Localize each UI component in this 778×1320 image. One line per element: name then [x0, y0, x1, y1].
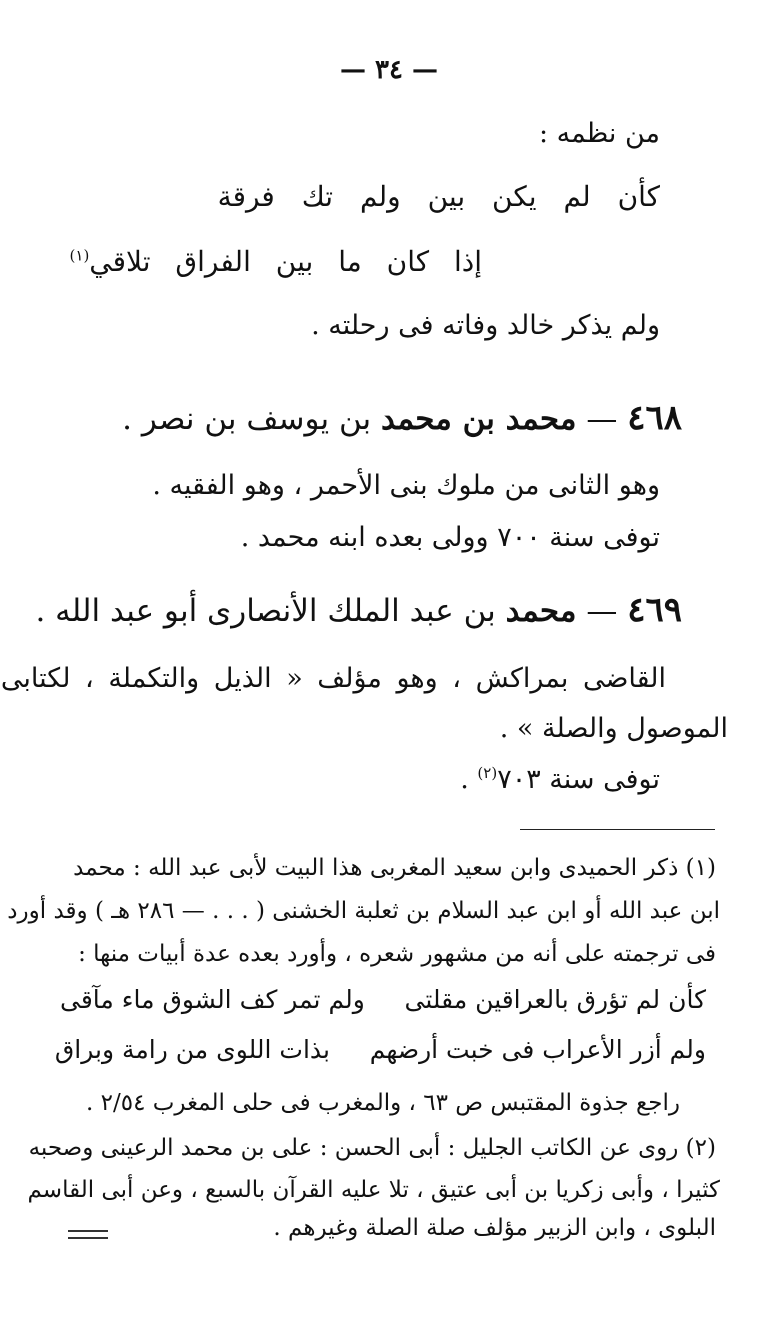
entry-name: محمد بن محمد	[381, 401, 577, 437]
intro-line: من نظمه :	[538, 118, 660, 149]
footnote-2-line-2: كثيرا ، وأبى زكريا بن أبى عتيق ، تلا عليه القرآن بالسبع ، وعن أبى القاسم	[27, 1177, 720, 1203]
entry-dash: —	[586, 401, 618, 437]
footnote-separator	[520, 829, 715, 830]
entry-name-rest: بن عبد الملك الأنصارى أبو عبد الله .	[35, 593, 496, 629]
verse-line-2	[70, 245, 482, 278]
entry-468-heading	[122, 398, 682, 438]
note-line: ولم يذكر خالد وفاته فى رحلته .	[311, 310, 660, 341]
footnote-2-line-3: البلوى ، وابن الزبير مؤلف صلة الصلة وغيرهم .	[273, 1215, 716, 1241]
footnote-ref-2: (٢)	[477, 764, 498, 782]
footnote-1-line-3: فى ترجمته على أنه من مشهور شعره ، وأورد بعده عدة أبيات منها :	[78, 941, 716, 967]
entry-469-heading	[35, 590, 682, 630]
entry-469-line-3	[460, 764, 660, 795]
entry-dash: —	[586, 593, 618, 629]
margin-mark	[68, 1237, 108, 1239]
entry-number: ٤٦٨	[627, 398, 682, 438]
footnote-1-verse-1: كأن لم تؤرق بالعراقين مقلتى ولم تمر كف الشوق ماء مآقى	[60, 985, 706, 1014]
entry-name-rest: بن يوسف بن نصر .	[122, 401, 372, 437]
footnote-1-verse-2: ولم أزر الأعراب فى خبت أرضهم بذات اللوى من رامة وبراق	[54, 1035, 706, 1064]
footnote-ref-1: (١)	[69, 246, 90, 265]
entry-469-line-2: الموصول والصلة » .	[499, 713, 728, 744]
entry-469-period: .	[460, 764, 469, 795]
footnote-1-reference: راجع جذوة المقتبس ص ٦٣ ، والمغرب فى حلى المغرب ٢/٥٤ .	[86, 1090, 680, 1116]
entry-name: محمد	[505, 593, 577, 629]
entry-469-line-1: القاضى بمراكش ، وهو مؤلف « الذيل والتكملة ، لكتابى	[0, 663, 666, 694]
footnote-1-line-2: ابن عبد الله أو ابن عبد السلام بن ثعلبة الخشنى ( . . . — ٢٨٦ هـ ) وقد أورد	[7, 898, 720, 924]
verse-line-1: كأن لم يكن بين ولم تك فرقة	[217, 180, 660, 213]
entry-468-line-2: توفى سنة ٧٠٠ وولى بعده ابنه محمد .	[240, 522, 660, 553]
entry-number: ٤٦٩	[627, 590, 682, 630]
verse-line-2-text: إذا كان ما بين الفراق تلاقي	[89, 245, 482, 278]
footnote-1-line-1: (١) ذكر الحميدى وابن سعيد المغربى هذا البيت لأبى عبد الله : محمد	[73, 855, 716, 881]
entry-468-line-1: وهو الثانى من ملوك بنى الأحمر ، وهو الفقيه .	[152, 470, 660, 501]
entry-469-death: توفى سنة ٧٠٣	[497, 764, 660, 795]
margin-mark	[68, 1230, 108, 1232]
page-number: — ٣٤ —	[339, 55, 439, 85]
footnote-2-line-1: (٢) روى عن الكاتب الجليل : أبى الحسن : على بن محمد الرعينى وصحبه	[28, 1135, 716, 1161]
